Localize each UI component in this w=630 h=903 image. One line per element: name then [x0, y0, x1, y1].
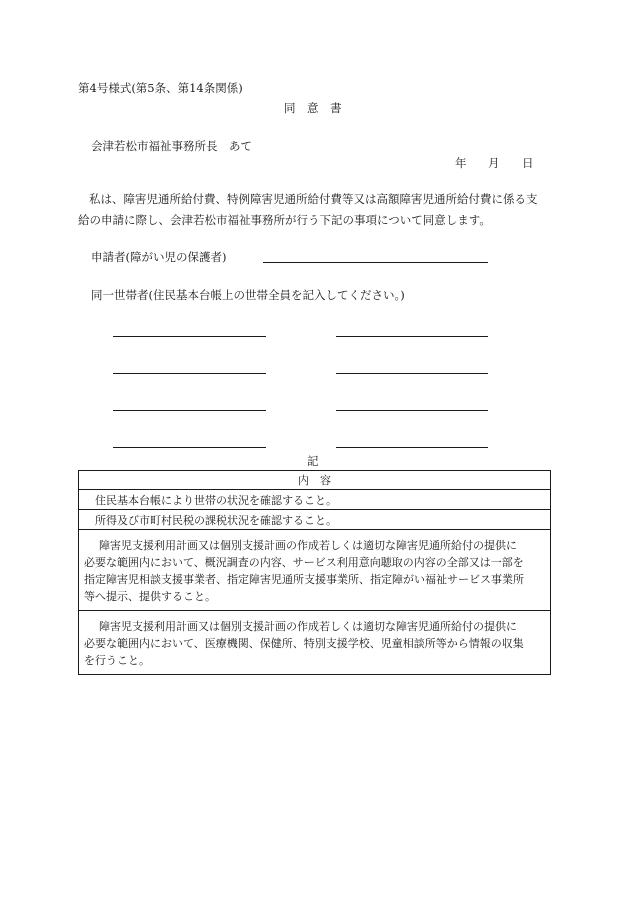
household-member-line[interactable]	[336, 447, 488, 448]
household-member-line[interactable]	[113, 447, 266, 448]
date-day-label: 日	[522, 156, 534, 170]
table-cell	[79, 611, 551, 675]
addressee: 会津若松市福祉事務所長 あて	[91, 139, 252, 153]
household-member-line[interactable]	[336, 373, 488, 374]
date-year-label: 年	[455, 156, 467, 170]
consent-line-1: 私は、障害児通所給付費、特例障害児通所給付費等又は高額障害児通所給付費に係る支	[89, 192, 538, 206]
table-header: 内 容	[79, 471, 551, 490]
table-row	[79, 530, 551, 611]
table-row	[79, 510, 551, 530]
consent-line-2: 給の申請に際し、会津若松市福祉事務所が行う下記の事項について同意します。	[78, 213, 491, 227]
household-member-line[interactable]	[113, 410, 266, 411]
applicant-name-line[interactable]	[263, 262, 488, 263]
consent-items-table	[78, 470, 551, 675]
table-cell-line: 必要な範囲内において、医療機関、保健所、特別支援学校、児童相談所等から情報の収集	[84, 637, 524, 650]
table-cell-line: 障害児支援利用計画又は個別支援計画の作成若しくは適切な障害児通所給付の提供に	[99, 620, 517, 633]
table-cell-line: 指定障害児相談支援事業者、指定障害児通所支援事業所、指定障がい福祉サービス事業所	[84, 573, 524, 586]
household-member-line[interactable]	[336, 410, 488, 411]
consent-paragraph	[78, 189, 538, 231]
household-member-line[interactable]	[113, 336, 266, 337]
table-cell-line: を行うこと。	[84, 654, 150, 667]
table-cell-line: 障害児支援利用計画又は個別支援計画の作成若しくは適切な障害児通所給付の提供に	[99, 539, 517, 552]
table-cell-line: 等へ提示、提供すること。	[84, 590, 216, 603]
table-cell: 所得及び市町村民税の課税状況を確認すること。	[79, 510, 551, 530]
table-row	[79, 490, 551, 510]
form-number: 第4号様式(第5条、第14条関係)	[78, 81, 243, 95]
household-member-line[interactable]	[336, 336, 488, 337]
document-title: 同 意 書	[284, 101, 342, 115]
table-header-row	[79, 471, 551, 490]
applicant-label: 申請者(障がい児の保護者)	[91, 250, 227, 264]
table-row	[79, 611, 551, 675]
table-cell: 住民基本台帳により世帯の状況を確認すること。	[79, 490, 551, 510]
household-label: 同一世帯者(住民基本台帳上の世帯全員を記入してください。)	[91, 288, 405, 302]
table-cell-line: 必要な範囲内において、概況調査の内容、サービス利用意向聴取の内容の全部又は一部を	[84, 556, 524, 569]
household-member-line[interactable]	[113, 373, 266, 374]
table-cell	[79, 530, 551, 611]
date-month-label: 月	[488, 156, 500, 170]
ki-heading: 記	[307, 454, 319, 468]
